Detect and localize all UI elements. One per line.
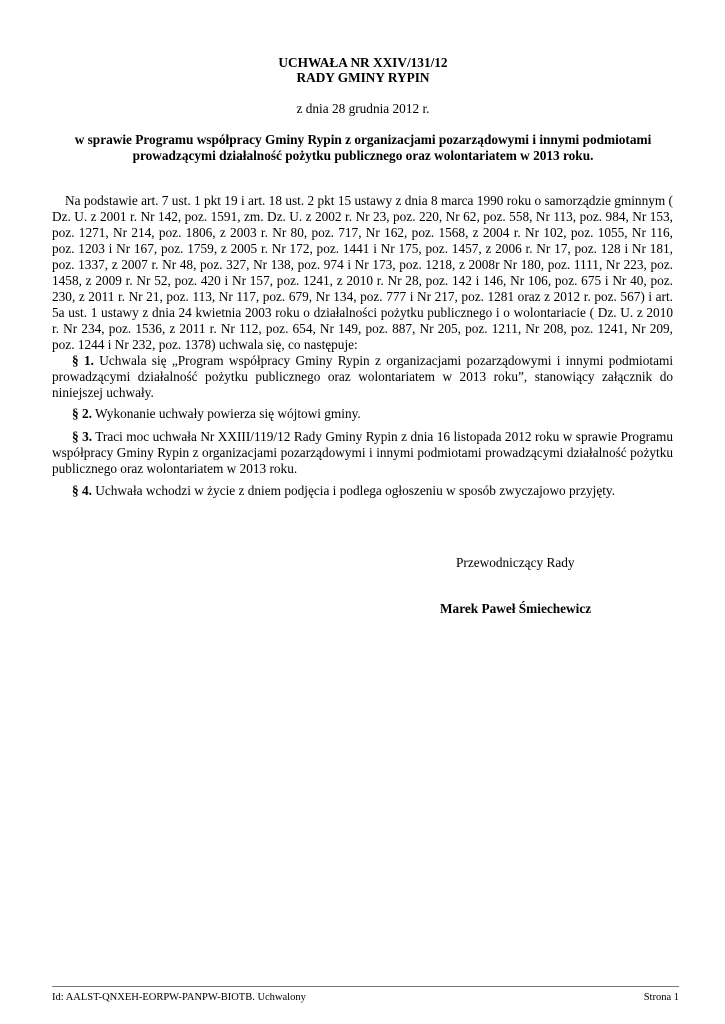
footer-divider (52, 986, 679, 987)
footer-document-id: Id: AALST-QNXEH-EORPW-PANPW-BIOTB. Uchwalony (52, 992, 306, 1003)
signatory-name: Marek Paweł Śmiechewicz (440, 601, 592, 616)
section-text: Wykonanie uchwały powierza się wójtowi gminy. (95, 406, 361, 421)
section-mark: § 3. (72, 429, 93, 444)
section-1 (52, 353, 673, 401)
section-3 (52, 429, 673, 477)
resolution-title: UCHWAŁA NR XXIV/131/12 (278, 55, 448, 70)
section-text: Traci moc uchwała Nr XXIII/119/12 Rady Gminy Rypin z dnia 16 listopada 2012 roku w sprawie Programu współpracy Gminy Rypin z organizacjami pozarządowymi i innymi podmiotami prowadzącymi działalność pożytku publicznego oraz wolontariatem w 2013 roku. (52, 429, 674, 476)
section-4 (52, 483, 673, 499)
section-text: Uchwała wchodzi w życie z dniem podjęcia i podlega ogłoszeniu w sposób zwyczajowo przyjęty. (95, 483, 616, 498)
section-mark: § 4. (72, 483, 92, 498)
footer-page-number: Strona 1 (643, 992, 679, 1003)
section-mark: § 1. (72, 353, 94, 368)
legal-basis-preamble: Na podstawie art. 7 ust. 1 pkt 19 i art. 18 ust. 2 pkt 15 ustawy z dnia 8 marca 1990 roku o samorządzie gminnym ( Dz. U. z 2001 r. Nr 142, poz. 1591, zm. Dz. U. z 2002 r. Nr 23, poz. 220, Nr 62, poz. 558, Nr 113, poz. 984, Nr 153, poz. 1271, Nr 214, poz. 1806, z 2003 r. Nr 80, poz. 717, Nr 162, poz. 1568, z 2004 r. Nr 102, poz. 1055, Nr 116, poz. 1203 i Nr 167, poz. 1759, z 2005 r. Nr 172, poz. 1441 i Nr 175, poz. 1457, z 2006 r. Nr 17, poz. 128 i Nr 181, poz. 1337, z 2007 r. Nr 48, poz. 327, Nr 138, poz. 974 i Nr 173, poz. 1218, z 2008r Nr 180, poz. 1111, Nr 223, poz. 1458, z 2009 r. Nr 52, poz. 420 i Nr 157, poz. 1241, z 2010 r. Nr 28, poz. 142 i 146, Nr 106, poz. 675 i Nr 40, poz. 230, z 2011 r. Nr 21, poz. 113, Nr 117, poz. 679, Nr 134, poz. 777 i Nr 217, poz. 1281 oraz z 2012 r. poz. 567) i art. 5a ust. 1 ustawy z dnia 24 kwietnia 2003 roku o działalności pożytku publicznego i o wolontariacie ( Dz. U. z 2010 r. Nr 234, poz. 1536, z 2011 r. Nr 112, poz. 654, Nr 149, poz. 887, Nr 205, poz. 1211, Nr 208, poz. 1241, Nr 209, poz. 1244 i Nr 232, poz. 1378) uchwala się, co następuje: (52, 193, 673, 353)
signatory-role: Przewodniczący Rady (456, 555, 575, 570)
resolution-date: z dnia 28 grudnia 2012 r. (296, 101, 430, 116)
council-name: RADY GMINY RYPIN (296, 70, 430, 85)
section-mark: § 2. (72, 406, 92, 421)
resolution-subject: w sprawie Programu współpracy Gminy Rypin z organizacjami pozarządowymi i innymi podmiotami prowadzącymi działalność pożytku publicznego oraz wolontariatem w 2013 roku. (74, 132, 652, 163)
section-text: Uchwala się „Program współpracy Gminy Rypin z organizacjami pozarządowymi i innymi podmiotami prowadzącymi działalność pożytku publicznego oraz wolontariatem w 2013 roku”, stanowiący załącznik do niniejszej uchwały. (52, 353, 674, 400)
section-2 (52, 406, 673, 422)
